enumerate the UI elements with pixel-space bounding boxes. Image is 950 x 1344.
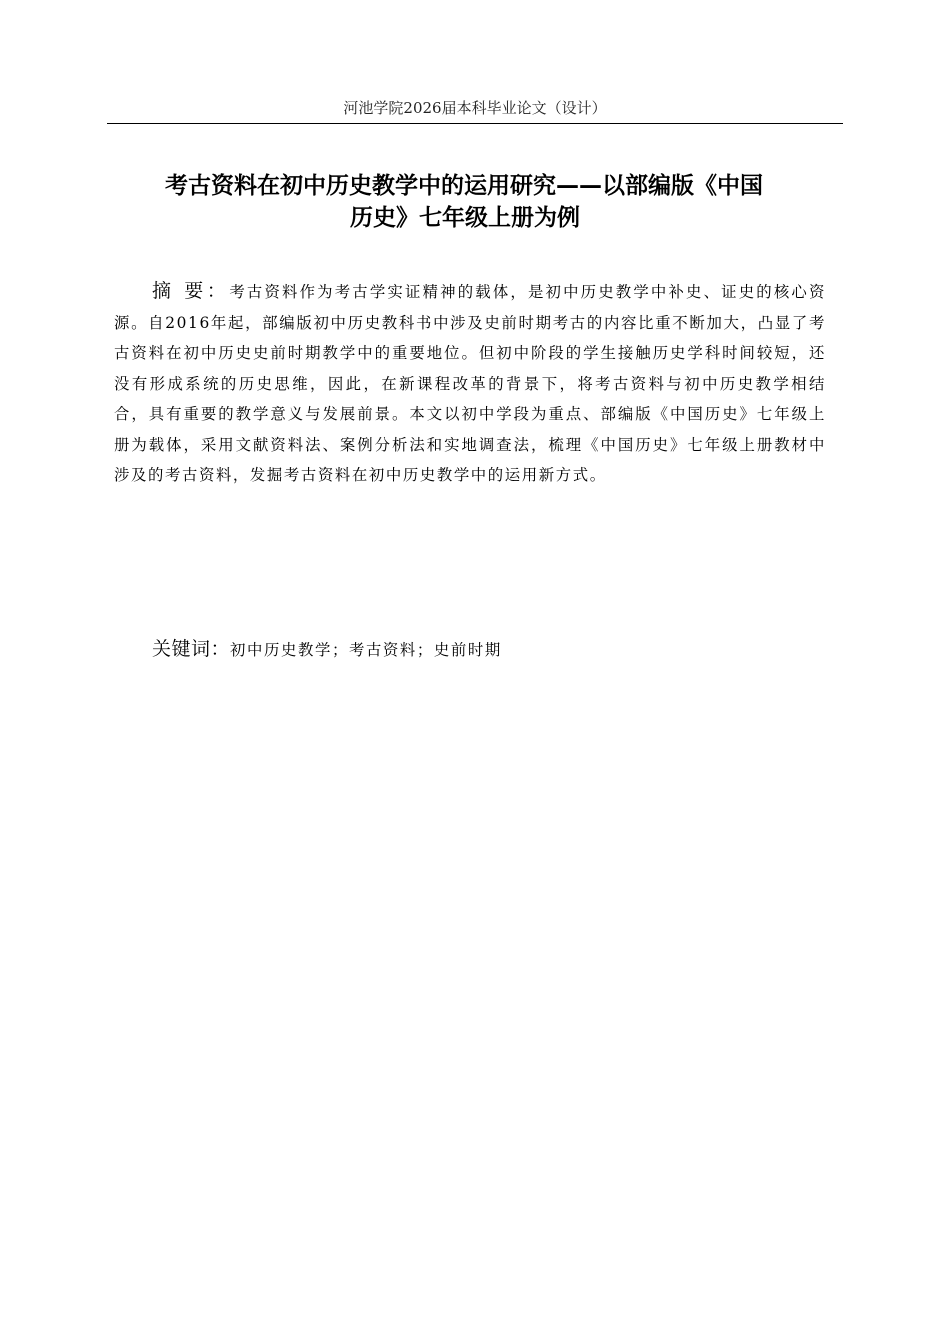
abstract-paragraph (114, 276, 826, 491)
paper-title-line-2: 历史》七年级上册为例 (350, 205, 580, 231)
abstract-text: 考古资料作为考古学实证精神的载体，是初中历史教学中补史、证史的核心资源。自2016年起，部编版初中历史教科书中涉及史前时期考古的内容比重不断加大，凸显了考古资料在初中历史史前时期教学中的重要地位。但初中阶段的学生接触历史学科时间较短，还没有形成系统的历史思维，因此，在新课程改革的背景下，将考古资料与初中历史教学相结合，具有重要的教学意义与发展前景。本文以初中学段为重点、部编版《中国历史》七年级上册为载体，采用文献资料法、案例分析法和实地调查法，梳理《中国历史》七年级上册教材中涉及的考古资料，发掘考古资料在初中历史教学中的运用新方式。 (114, 283, 826, 484)
keywords-label: 关键词： (152, 638, 231, 660)
abstract-label: 摘 要： (152, 280, 230, 302)
paper-title-line-1: 考古资料在初中历史教学中的运用研究——以部编版《中国 (165, 173, 763, 199)
running-header: 河池学院2026届本科毕业论文（设计） (343, 99, 607, 117)
header-divider (107, 123, 843, 124)
keywords-text: 初中历史教学；考古资料；史前时期 (230, 641, 502, 659)
paper-title (165, 170, 845, 234)
keywords-line (152, 634, 832, 665)
